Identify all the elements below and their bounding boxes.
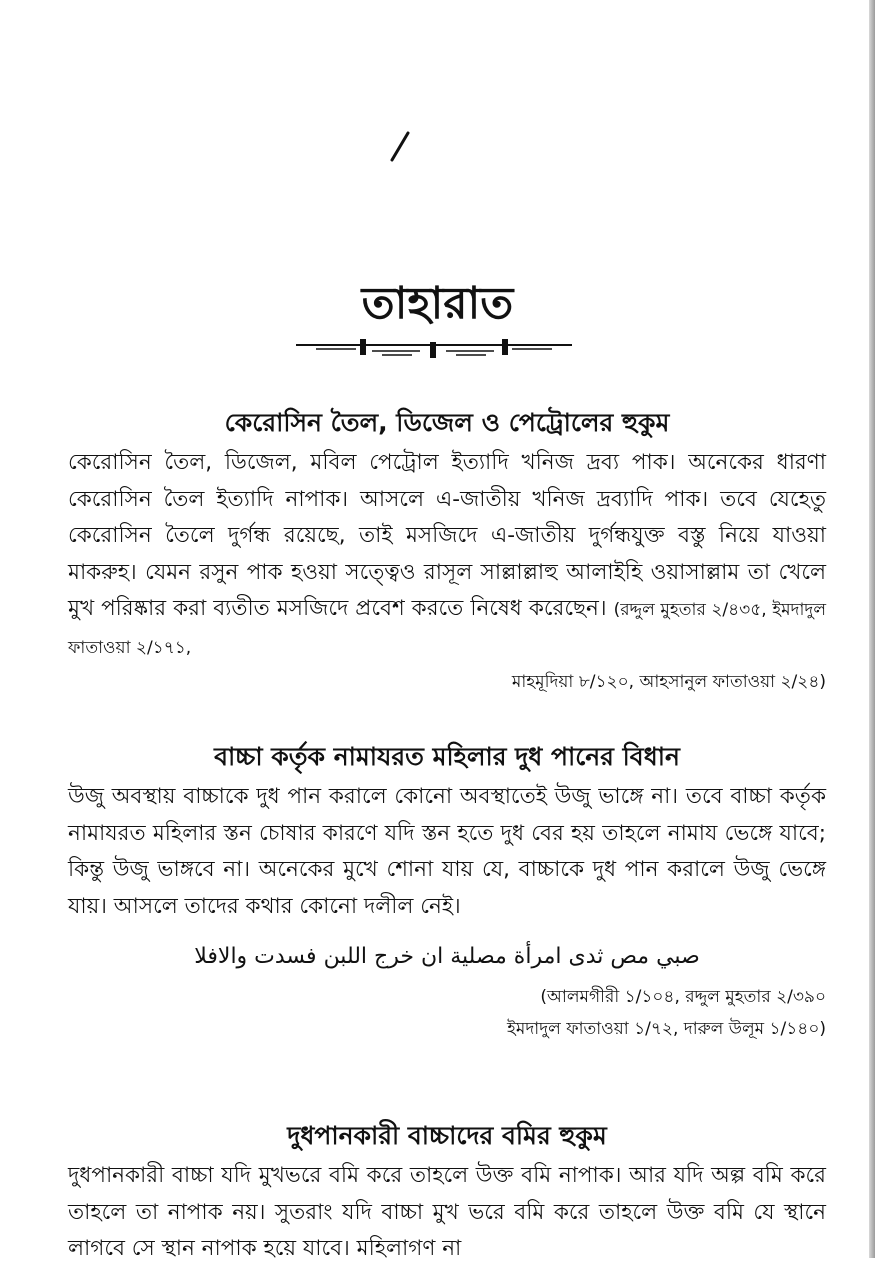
- section-breastfeeding: [68, 739, 826, 1045]
- chapter-title: তাহারাত: [361, 278, 514, 329]
- pen-mark: [386, 130, 412, 164]
- section-body: দুধপানকারী বাচ্চা যদি মুখভরে বমি করে তাহলে উক্ত বমি নাপাক। আর যদি অল্প বমি করে তাহলে তা নাপাক নয়। সুতরাং যদি বাচ্চা মুখ ভরে বমি করে তাহলে উক্ত বমি যে স্থানে লাগবে সে স্থান নাপাক হয়ে যাবে। মহিলাগণ না: [68, 1163, 826, 1261]
- section-kerosene: [68, 405, 826, 698]
- reference-inline: (রদ্দুল মুহতার ২/৪৩৫, ইমদাদুল ফাতাওয়া ২/১৭১,: [68, 600, 826, 658]
- section-title: কেরোসিন তৈল, ডিজেল ও পেট্রোলের হুকুম: [224, 408, 670, 437]
- title-ornament: [296, 336, 572, 360]
- section-body: [68, 445, 826, 666]
- section-title: বাচ্চা কর্তৃক নামাযরত মহিলার দুধ পানের বিধান: [214, 742, 680, 771]
- section-body: উজু অবস্থায় বাচ্চাকে দুধ পান করালে কোনো অবস্থাতেই উজু ভাঙ্গে না। তবে বাচ্চা কর্তৃক নামাযরত মহিলার স্তন চোষার কারণে যদি স্তন হতে দুধ বের হয় তাহলে নামায ভেঙ্গে যাবে; কিন্তু উজু ভাঙ্গবে না। অনেকের মুখে শোনা যায় যে, বাচ্চাকে দুধ পান করালে উজু ভেঙ্গে যায়। আসলে তাদের কথার কোনো দলীল নেই।: [68, 784, 826, 919]
- page-edge-shadow: [869, 0, 875, 1258]
- reference-line: (আলমগীরী ১/১০৪, রদ্দুল মুহতার ২/৩৯০: [540, 987, 826, 1007]
- section-vomit: [68, 1118, 826, 1268]
- reference-line: মাহমূদিয়া ৮/১২০, আহসানুল ফাতাওয়া ২/২৪): [511, 672, 826, 692]
- body-text: কেরোসিন তৈল, ডিজেল, মবিল পেট্রোল ইত্যাদি খনিজ দ্রব্য পাক। অনেকের ধারণা কেরোসিন তৈল ইত্যাদি নাপাক। আসলে এ-জাতীয় খনিজ দ্রব্যাদি পাক। তবে যেহেতু কেরোসিন তৈলে দুর্গন্ধ রয়েছে, তাই মসজিদে এ-জাতীয় দুর্গন্ধযুক্ত বস্তু নিয়ে যাওয়া মাকরুহ। যেমন রসুন পাক হওয়া সত্ত্বেও রাসূল সাল্লাল্লাহু আলাইহি ওয়াসাল্লাম তা খেলে মুখ পরিষ্কার করা ব্যতীত মসজিদে প্রবেশ করতে নিষেধ করেছেন।: [68, 450, 826, 621]
- section-title: দুধপানকারী বাচ্চাদের বমির হুকুম: [287, 1121, 607, 1150]
- arabic-quote: صبي مص ثدى امرأة مصلية ان خرج اللبن فسدت والافلا: [194, 944, 700, 969]
- reference-line: ইমদাদুল ফাতাওয়া ১/৭২, দারুল উলূম ১/১৪০): [507, 1019, 826, 1039]
